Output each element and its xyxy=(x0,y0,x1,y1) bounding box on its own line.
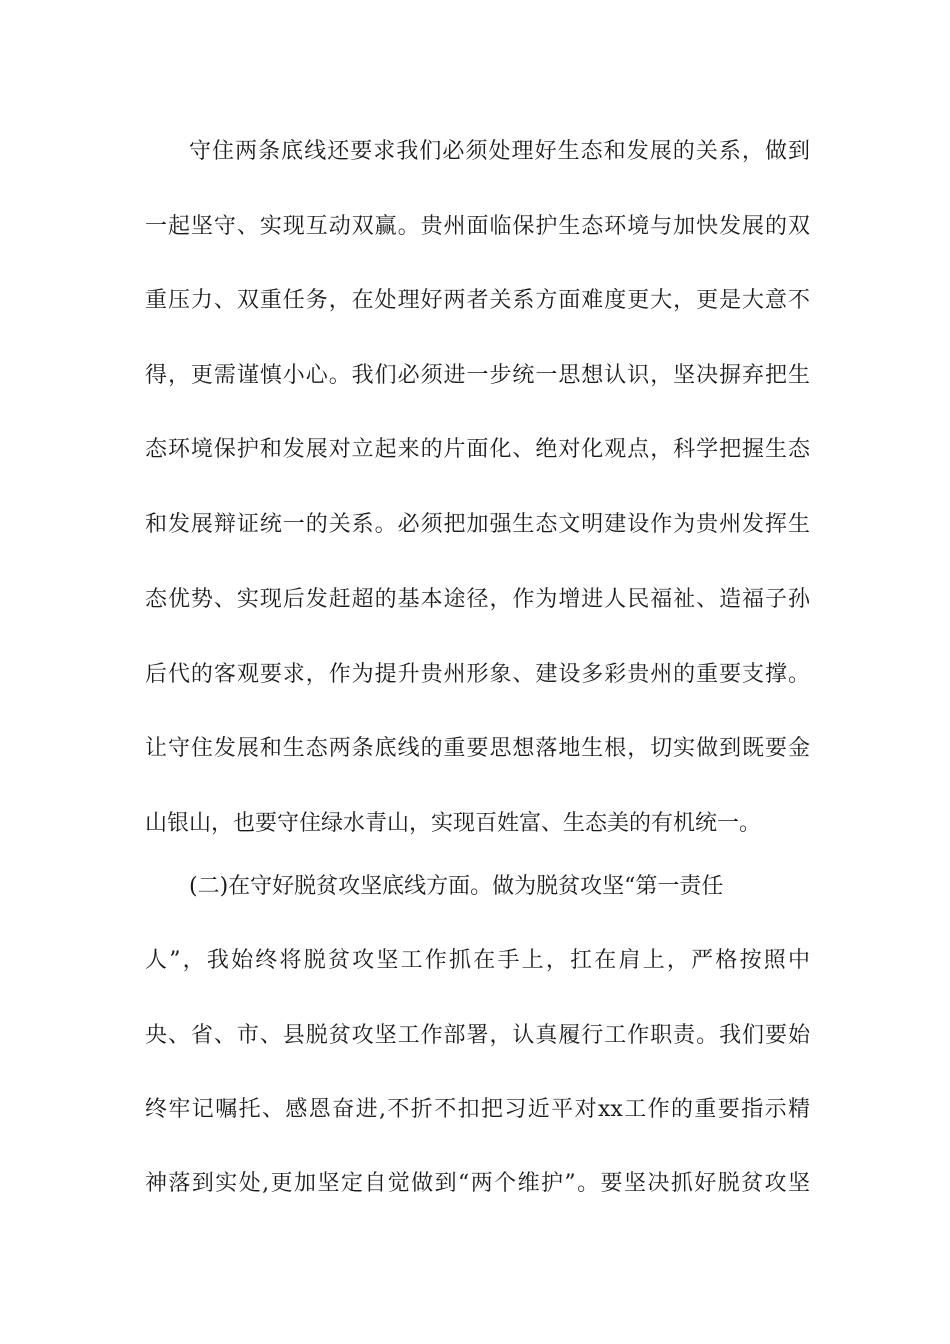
paragraph-line-9: 让守住发展和生态两条底线的重要思想落地生根，切实做到既要金 xyxy=(145,736,810,761)
paragraph-line-13: 央、省、市、县脱贫攻坚工作部署，认真履行工作职责。我们要始 xyxy=(145,1023,810,1048)
paragraph-line-12: 人”，我始终将脱贫攻坚工作抓在手上，扛在肩上，严格按照中 xyxy=(145,948,810,973)
paragraph-line-15: 神落到实处,更加坚定自觉做到“两个维护”。要坚决抓好脱贫攻坚 xyxy=(145,1171,810,1196)
paragraph-line-7: 态优势、实现后发赶超的基本途径，作为增进人民福祉、造福子孙 xyxy=(145,587,810,612)
section-heading-line: (二)在守好脱贫攻坚底线方面。做为脱贫攻坚“第一责任 xyxy=(189,874,724,899)
paragraph-line-3: 重压力、双重任务，在处理好两者关系方面难度更大，更是大意不 xyxy=(145,288,810,313)
paragraph-line-10: 山银山，也要守住绿水青山，实现百姓富、生态美的有机统一。 xyxy=(145,811,762,836)
paragraph-line-8: 后代的客观要求，作为提升贵州形象、建设多彩贵州的重要支撑。 xyxy=(145,662,810,687)
paragraph-line-4: 得，更需谨慎小心。我们必须进一步统一思想认识，坚决摒弃把生 xyxy=(145,363,810,388)
paragraph-line-1: 守住两条底线还要求我们必须处理好生态和发展的关系，做到 xyxy=(189,139,810,164)
paragraph-line-14: 终牢记嘱托、感恩奋进,不折不扣把习近平对xx工作的重要指示精 xyxy=(145,1097,810,1122)
paragraph-line-6: 和发展辩证统一的关系。必须把加强生态文明建设作为贵州发挥生 xyxy=(145,512,810,537)
paragraph-line-2: 一起坚守、实现互动双赢。贵州面临保护生态环境与加快发展的双 xyxy=(145,214,810,239)
paragraph-line-5: 态环境保护和发展对立起来的片面化、绝对化观点，科学把握生态 xyxy=(145,437,810,462)
